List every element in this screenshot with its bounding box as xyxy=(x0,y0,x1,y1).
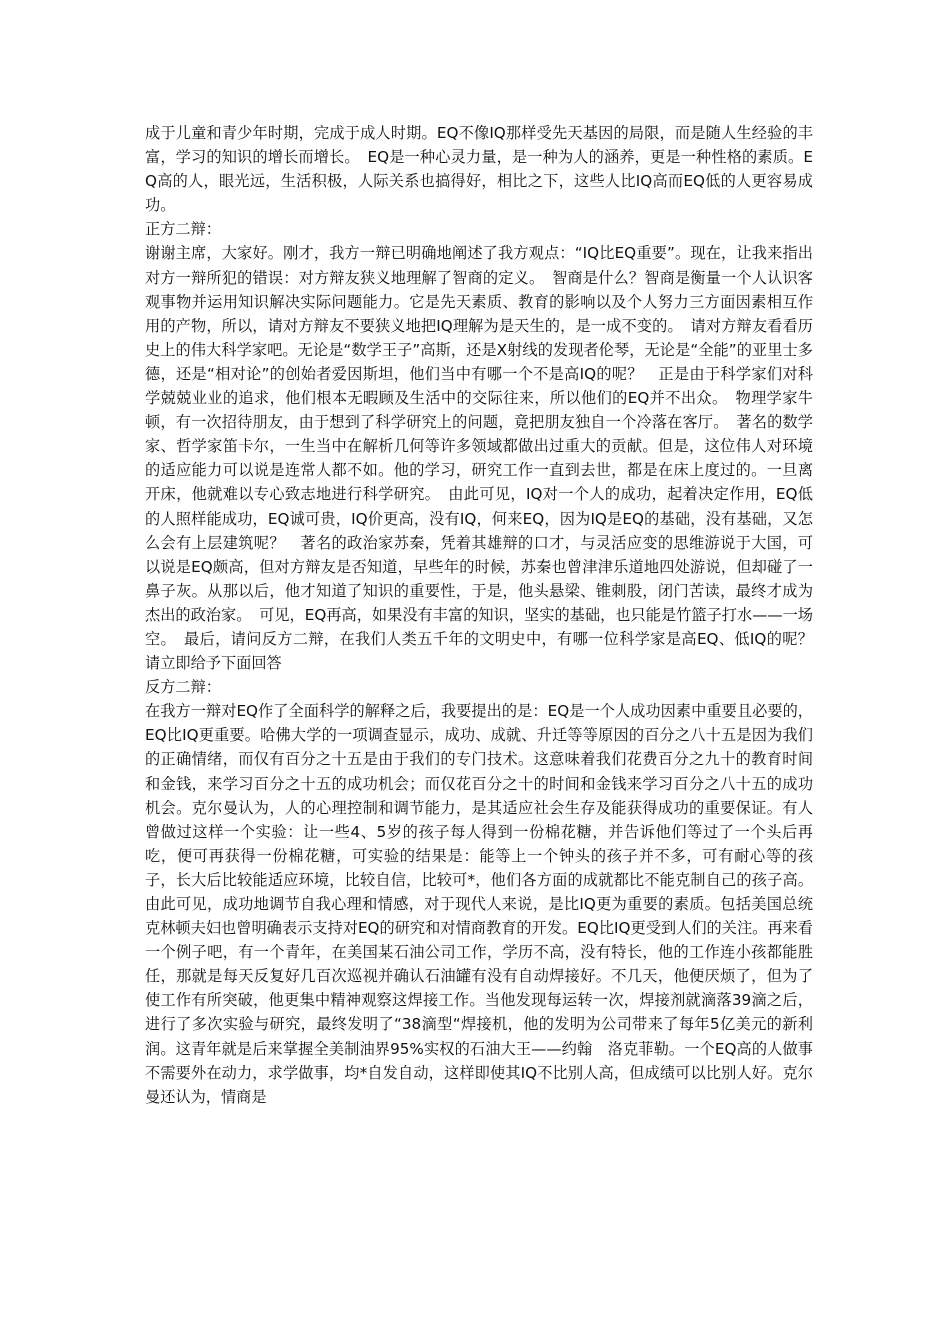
paragraph-pro-second-speech: 谢谢主席，大家好。刚才，我方一辩已明确地阐述了我方观点：“IQ比EQ重要”。现在，让我来指出对方一辩所犯的错误：对方辩友狭义地理解了智商的定义。 智商是什么？智商是衡量一个人认识客观事物并运用知识解决实际问题能力。它是先天素质、教育的影响以及个人努力三方面因素相互作用的产物，所以，请对方辩友不要狭义地把IQ理解为是天生的，是一成不变的。 请对方辩友看看历史上的伟大科学家吧。无论是“数学王子”高斯，还是X射线的发现者伦琴，无论是“全能”的亚里士多德，还是“相对论”的创始者爱因斯坦，他们当中有哪一个不是高IQ的呢？ 正是由于科学家们对科学兢兢业业的追求，他们根本无暇顾及生活中的交际往来，所以他们的EQ并不出众。 物理学家牛顿，有一次招待朋友，由于想到了科学研究上的问题，竟把朋友独自一个冷落在客厅。 著名的数学家、哲学家笛卡尔，一生当中在解析几何等许多领域都做出过重大的贡献。但是，这位伟人对环境的适应能力可以说是连常人都不如。他的学习，研究工作一直到去世，都是在床上度过的。一旦离开床，他就难以专心致志地进行科学研究。 由此可见，IQ对一个人的成功，起着决定作用，EQ低的人照样能成功，EQ诚可贵，IQ价更高，没有IQ，何来EQ，因为IQ是EQ的基础，没有基础，又怎么会有上层建筑呢？ 著名的政治家苏秦，凭着其雄辩的口才，与灵活应变的思维游说于大国，可以说是EQ颇高，但对方辩友是否知道，早些年的时候，苏秦也曾津津乐道地四处游说，但却碰了一鼻子灰。从那以后，他才知道了知识的重要性，于是，他头悬梁、锥刺股，闭门苦读，最终才成为杰出的政治家。 可见，EQ再高，如果没有丰富的知识，坚实的基础，也只能是竹篮子打水——一场空。 最后，请问反方二辩，在我们人类五千年的文明史中，有哪一位科学家是高EQ、低IQ的呢？请立即给予下面回答 xyxy=(145,244,813,673)
paragraph-con-second-speech: 在我方一辩对EQ作了全面科学的解释之后，我要提出的是：EQ是一个人成功因素中重要且必要的，EQ比IQ更重要。哈佛大学的一项调查显示，成功、成就、升迁等等原因的百分之八十五是因为我们的正确情绪，而仅有百分之十五是由于我们的专门技术。这意味着我们花费百分之九十的教育时间和金钱，来学习百分之十五的成功机会；而仅花百分之十的时间和金钱来学习百分之八十五的成功机会。克尔曼认为，人的心理控制和调节能力，是其适应社会生存及能获得成功的重要保证。有人曾做过这样一个实验：让一些4、5岁的孩子每人得到一份棉花糖，并告诉他们等过了一个头后再吃，便可再获得一份棉花糖，可实验的结果是：能等上一个钟头的孩子并不多，可有耐心等的孩子，长大后比较能适应环境，比较自信，比较可*，他们各方面的成就都比不能克制自己的孩子高。由此可见，成功地调节自我心理和情感，对于现代人来说，是比IQ更为重要的素质。包括美国总统克林顿夫妇也曾明确表示支持对EQ的研究和对情商教育的开发。EQ比IQ更受到人们的关注。再来看一个例子吧，有一个青年，在美国某石油公司工作，学历不高，没有特长，他的工作连小孩都能胜任，那就是每天反复好几百次巡视并确认石油罐有没有自动焊接好。不几天，他便厌烦了，但为了使工作有所突破，他更集中精神观察这焊接工作。当他发现每运转一次，焊接剂就滴落39滴之后，进行了多次实验与研究，最终发明了“38滴型“焊接机，他的发明为公司带来了每年5亿美元的新利润。这青年就是后来掌握全美制油界95%实权的石油大王——约翰 洛克菲勒。一个EQ高的人做事不需要外在动力，求学做事，均*自发自动，这样即使其IQ不比别人高，但成绩可以比别人好。克尔曼还认为，情商是 xyxy=(145,702,813,1106)
paragraph-eq-definition-continued: 成于儿童和青少年时期，完成于成人时期。EQ不像IQ那样受先天基因的局限，而是随人生经验的丰富，学习的知识的增长而增长。 EQ是一种心灵力量，是一种为人的涵养，更是一种性格的素质。EQ高的人，眼光远，生活积极，人际关系也搞得好，相比之下，这些人比IQ高而EQ低的人更容易成功。 xyxy=(145,124,813,215)
document-page xyxy=(145,121,813,1109)
section-heading-con-second-speaker: 反方二辩： xyxy=(145,678,221,697)
section-heading-pro-second-speaker: 正方二辩： xyxy=(145,220,221,239)
